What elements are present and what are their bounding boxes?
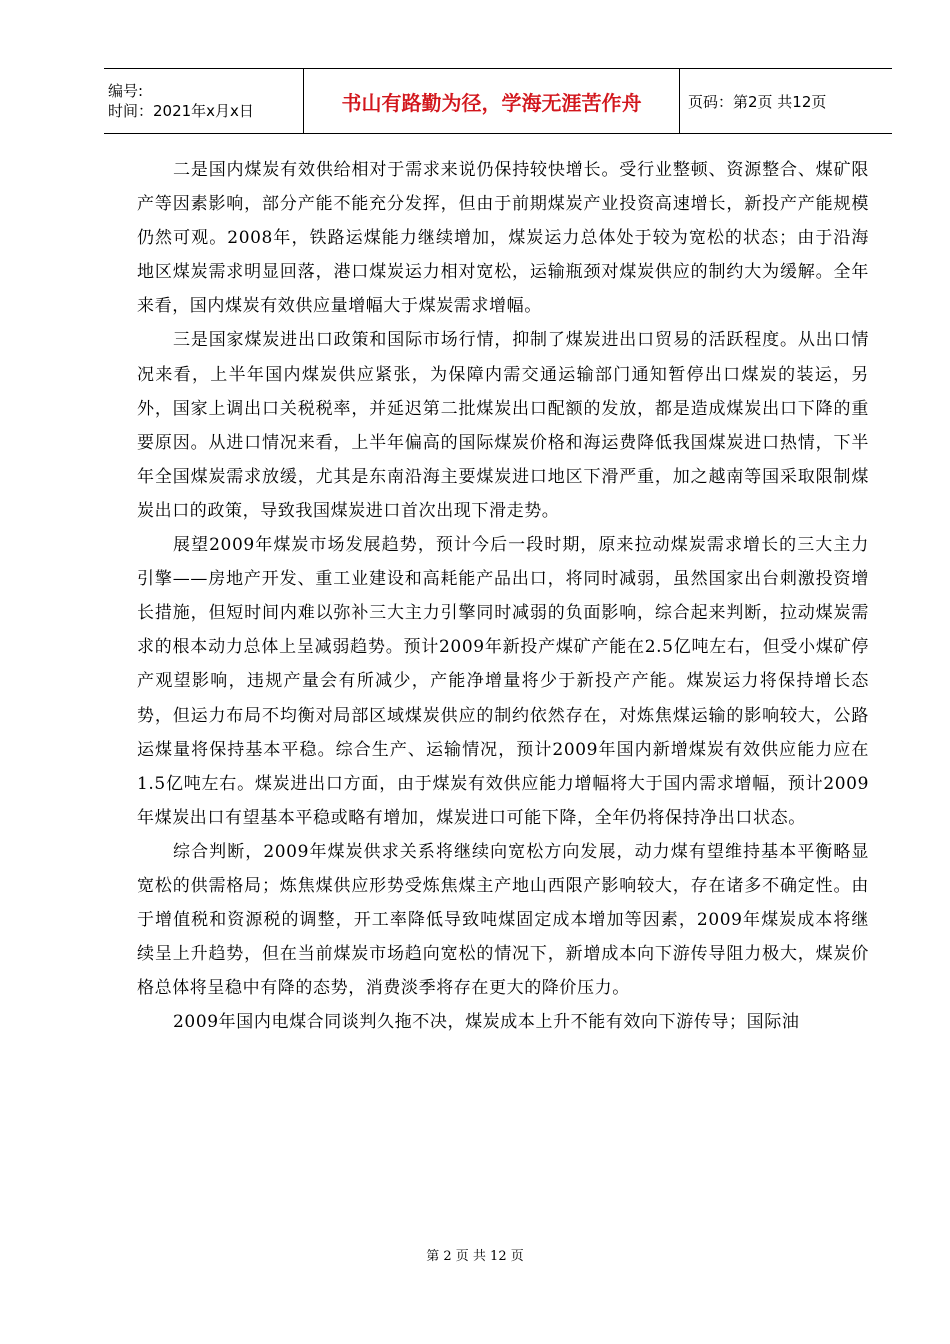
page-header	[104, 68, 892, 134]
body-paragraph: 二是国内煤炭有效供给相对于需求来说仍保持较快增长。受行业整顿、资源整合、煤矿限产等因素影响，部分产能不能充分发挥，但由于前期煤炭产业投资高速增长，新投产产能规模仍然可观。2008年，铁路运煤能力继续增加，煤炭运力总体处于较为宽松的状态；由于沿海地区煤炭需求明显回落，港口煤炭运力相对宽松，运输瓶颈对煤炭供应的制约大为缓解。全年来看，国内煤炭有效供应量增幅大于煤炭需求增幅。	[137, 160, 869, 317]
page-footer	[0, 1245, 950, 1264]
body-paragraph: 2009年国内电煤合同谈判久拖不决，煤炭成本上升不能有效向下游传导；国际油	[173, 1012, 800, 1033]
document-body	[137, 153, 869, 1039]
header-page-info	[680, 69, 892, 133]
body-paragraph: 综合判断，2009年煤炭供求关系将继续向宽松方向发展，动力煤有望维持基本平衡略显宽松的供需格局；炼焦煤供应形势受炼焦煤主产地山西限产影响较大，存在诸多不确定性。由于增值税和资源税的调整，开工率降低导致吨煤固定成本增加等因素，2009年煤炭成本将继续呈上升趋势，但在当前煤炭市场趋向宽松的情况下，新增成本向下游传导阻力极大，煤炭价格总体将呈稳中有降的态势，消费淡季将存在更大的降价压力。	[137, 841, 869, 999]
document-number-label: 编号:	[108, 82, 144, 100]
motto-text: 书山有路勤为径，学海无涯苦作舟	[341, 90, 642, 115]
header-meta	[104, 69, 304, 133]
body-paragraph: 三是国家煤炭进出口政策和国际市场行情，抑制了煤炭进出口贸易的活跃程度。从出口情况来看，上半年国内煤炭供应紧张，为保障内需交通运输部门通知暂停出口煤炭的装运，另外，国家上调出口关税税率，并延迟第二批煤炭出口配额的发放，都是造成煤炭出口下降的重要原因。从进口情况来看，上半年偏高的国际煤炭价格和海运费降低我国煤炭进口热情，下半年全国煤炭需求放缓，尤其是东南沿海主要煤炭进口地区下滑严重，加之越南等国采取限制煤炭出口的政策，导致我国煤炭进口首次出现下滑走势。	[137, 330, 869, 521]
header-motto	[304, 69, 680, 133]
document-date: 时间：2021年x月x日	[108, 102, 254, 120]
header-page-number: 页码：第2页 共12页	[688, 92, 827, 111]
footer-page-number: 第 2 页 共 12 页	[426, 1249, 524, 1264]
body-paragraph: 展望2009年煤炭市场发展趋势，预计今后一段时期，原来拉动煤炭需求增长的三大主力引擎——房地产开发、重工业建设和高耗能产品出口，将同时减弱，虽然国家出台刺激投资增长措施，但短时间内难以弥补三大主力引擎同时减弱的负面影响，综合起来判断，拉动煤炭需求的根本动力总体上呈减弱趋势。预计2009年新投产煤矿产能在2.5亿吨左右，但受小煤矿停产观望影响，违规产量会有所减少，产能净增量将少于新投产产能。煤炭运力将保持增长态势，但运力布局不均衡对局部区域煤炭供应的制约依然存在，对炼焦煤运输的影响较大，公路运煤量将保持基本平稳。综合生产、运输情况，预计2009年国内新增煤炭有效供应能力应在1.5亿吨左右。煤炭进出口方面，由于煤炭有效供应能力增幅将大于国内需求增幅，预计2009年煤炭出口有望基本平稳或略有增加，煤炭进口可能下降，全年仍将保持净出口状态。	[137, 535, 869, 828]
